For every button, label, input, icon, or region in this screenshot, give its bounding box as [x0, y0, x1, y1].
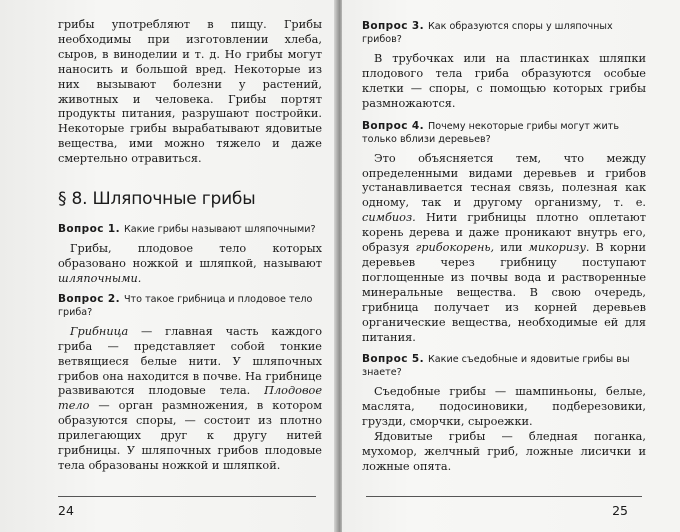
answer-3: В трубочках или на пластинках шляпки плодового тела гриба образуются особые клетки — споры, с помощью которых грибы размножаются. — [362, 52, 646, 110]
answer-1-term: шляпочными. — [58, 271, 142, 285]
term-symbiosis: симбиоз. — [362, 211, 416, 225]
term-mycelium: Грибница — [70, 324, 129, 338]
question-1-text: Какие грибы называют шляпочными? — [123, 224, 316, 236]
answer-5-poisonous: Ядовитые грибы — бледная поганка, мухомор, желчный гриб, ложные лисички и ложные опята. — [362, 430, 646, 473]
question-1 — [58, 223, 322, 236]
question-4 — [362, 120, 646, 146]
footer-rule — [58, 496, 316, 497]
term-fruit-body: Плодовое тело — [58, 384, 323, 413]
answer-2-text-1: — главная часть каждого гриба — представляет собой тонкие ветвящиеся белые нити. У шляпочных грибов она находится в почве. На грибнице развиваются плодовые тела. — [58, 324, 322, 398]
intro-paragraph: грибы употребляют в пищу. Грибы необходимы при изготовлении хлеба, сыров, в виноделии и т. д. Но грибы могут наносить и большой вред. Некоторые из них вызывают болезни у растений, животных и человека. Грибы портят продукты питания, разрушают постройки. Некоторые грибы вырабатывают ядовитые вещества, ими можно тяжело и даже смертельно отравиться. — [58, 18, 322, 166]
left-page — [0, 0, 336, 532]
answer-4-text-1: Это объясняется тем, что между определенными видами деревьев и грибов устанавливается тесная связь, полезная как одному, так и другому организму, т. е. — [362, 151, 646, 210]
answer-4-text-2: Нити грибницы плотно оплетают корень дерева и даже проникают внутрь его, образуя — [362, 211, 646, 255]
section-title: § 8. Шляпочные грибы — [58, 189, 256, 210]
question-1-label: Вопрос 1. — [58, 223, 120, 236]
question-3-text: Как образуются споры у шляпочных грибов? — [362, 21, 613, 45]
question-5-text: Какие съедобные и ядовитые грибы вы знаете? — [362, 354, 630, 379]
term-mycorrhiza-root: грибокорень, — [415, 241, 495, 255]
question-2-text: Что такое грибница и плодовое тело гриба? — [58, 293, 313, 318]
answer-4-text-4: В корни деревьев через грибницу поступают поглощенные из почвы вода и растворенные минеральные вещества. В свою очередь, грибница получает из корней деревьев органические вещества, необходимые ей для питания. — [362, 241, 647, 344]
question-3-label: Вопрос 3. — [362, 20, 424, 32]
question-5-label: Вопрос 5. — [362, 353, 424, 366]
question-2 — [58, 293, 322, 319]
answer-2 — [58, 325, 322, 474]
answer-4-text-3: или — [500, 241, 523, 255]
question-4-label: Вопрос 4. — [362, 119, 424, 132]
answer-5-edible: Съедобные грибы — шампиньоны, белые, маслята, подосиновики, подберезовики, грузди, сморчки, сыроежки. — [362, 385, 646, 429]
question-4-text: Почему некоторые грибы могут жить только вблизи деревьев? — [362, 120, 620, 145]
question-2-label: Вопрос 2. — [58, 292, 120, 305]
answer-1-text: Грибы, плодовое тело которых образовано ножкой и шляпкой, называют — [58, 242, 322, 270]
footer-rule — [366, 496, 642, 497]
answer-4 — [362, 152, 646, 346]
answer-2-text-2: — орган размножения, в котором образуются споры, — состоит из плотно прилегающих друг к другу нитей грибницы. У шляпочных грибов плодовые тела образованы ножкой и шляпкой. — [58, 399, 322, 472]
question-3 — [362, 20, 646, 46]
page-number: 24 — [58, 503, 74, 518]
term-mycorrhiza: микоризу. — [528, 241, 590, 255]
right-page — [342, 0, 680, 532]
answer-1 — [58, 242, 322, 287]
question-5 — [362, 353, 646, 379]
page-number: 25 — [612, 503, 628, 518]
